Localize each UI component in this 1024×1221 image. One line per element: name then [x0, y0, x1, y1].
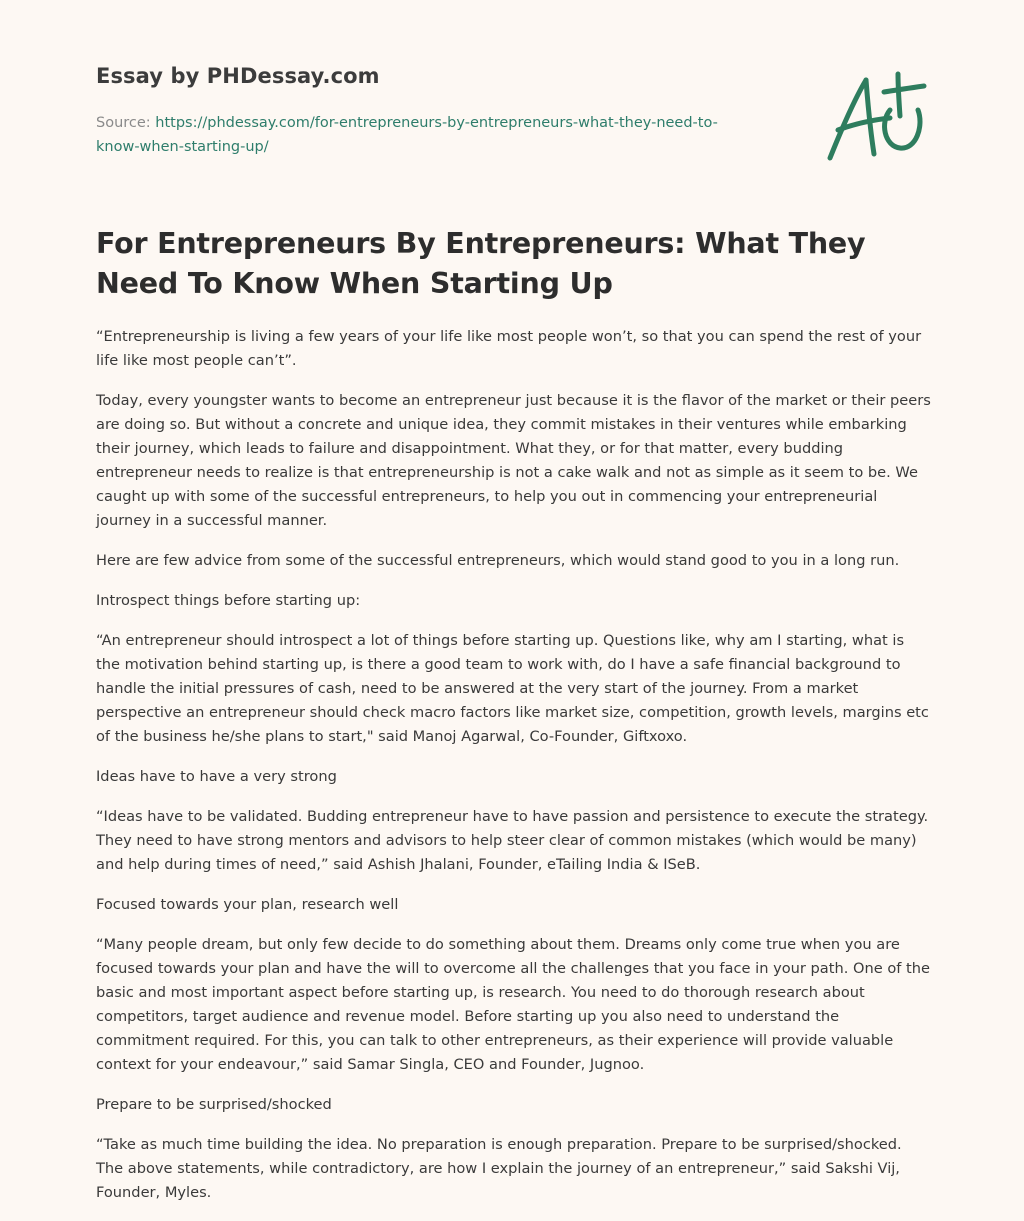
- paragraph: “Take as much time building the idea. No preparation is enough preparation. Prepare to be surprised/shocked. The above statements, while contradictory, are how I explain the journey of an entrepreneur,” said Sakshi Vij, Founder, Myles.: [96, 1136, 902, 1201]
- section-heading: Introspect things before starting up:: [96, 592, 361, 609]
- section-heading: Ideas have to have a very strong: [96, 768, 337, 785]
- section-heading: Prepare to be surprised/shocked: [96, 1096, 332, 1113]
- paragraph: “An entrepreneur should introspect a lot of things before starting up. Questions like, why am I starting, what is the motivation behind starting up, is there a good team to work with, do I have a safe financial background to handle the initial pressures of cash, need to be answered at the very start of the journey. From a market perspective an entrepreneur should check macro factors like market size, competition, growth levels, margins etc of the business he/she plans to start," said Manoj Agarwal, Co-Founder, Giftxoxo.: [96, 632, 929, 745]
- paragraph: “Ideas have to be validated. Budding entrepreneur have to have passion and persistence to execute the strategy. They need to have strong mentors and advisors to help steer clear of common mistakes (which would be many) and help during times of need,” said Ashish Jhalani, Founder, eTailing India & ISeB.: [96, 808, 929, 873]
- paragraph: “Entrepreneurship is living a few years of your life like most people won’t, so that you can spend the rest of your life like most people can’t”.: [96, 328, 922, 369]
- source-label: Source:: [96, 115, 151, 131]
- section-heading: Focused towards your plan, research well: [96, 896, 399, 913]
- paragraph: “Many people dream, but only few decide to do something about them. Dreams only come true when you are focused towards your plan and have the will to overcome all the challenges that you face in your path. One of the basic and most important aspect before starting up, is research. You need to do thorough research about competitors, target audience and revenue model. Before starting up you also need to understand the commitment required. For this, you can talk to other entrepreneurs, as their experience will provide valuable context for your endeavour,” said Samar Singla, CEO and Founder, Jugnoo.: [96, 936, 931, 1073]
- source-link[interactable]: https://phdessay.com/for-entrepreneurs-by-entrepreneurs-what-they-need-to-know-when-starting-up/: [96, 115, 718, 155]
- a-plus-logo-icon: [820, 66, 930, 166]
- essay-body: [96, 325, 932, 1221]
- paragraph: Today, every youngster wants to become an entrepreneur just because it is the flavor of the market or their peers are doing so. But without a concrete and unique idea, they commit mistakes in their ventures while embarking their journey, which leads to failure and disappointment. What they, or for that matter, every budding entrepreneur needs to realize is that entrepreneurship is not a cake walk and not as simple as it seem to be. We caught up with some of the successful entrepreneurs, to help you out in commencing your entrepreneurial journey in a successful manner.: [96, 392, 931, 529]
- paragraph: Here are few advice from some of the successful entrepreneurs, which would stand good to you in a long run.: [96, 552, 900, 569]
- source-line: [96, 111, 756, 159]
- essay-title: For Entrepreneurs By Entrepreneurs: What They Need To Know When Starting Up: [96, 227, 866, 300]
- site-title: Essay by PHDessay.com: [96, 64, 380, 88]
